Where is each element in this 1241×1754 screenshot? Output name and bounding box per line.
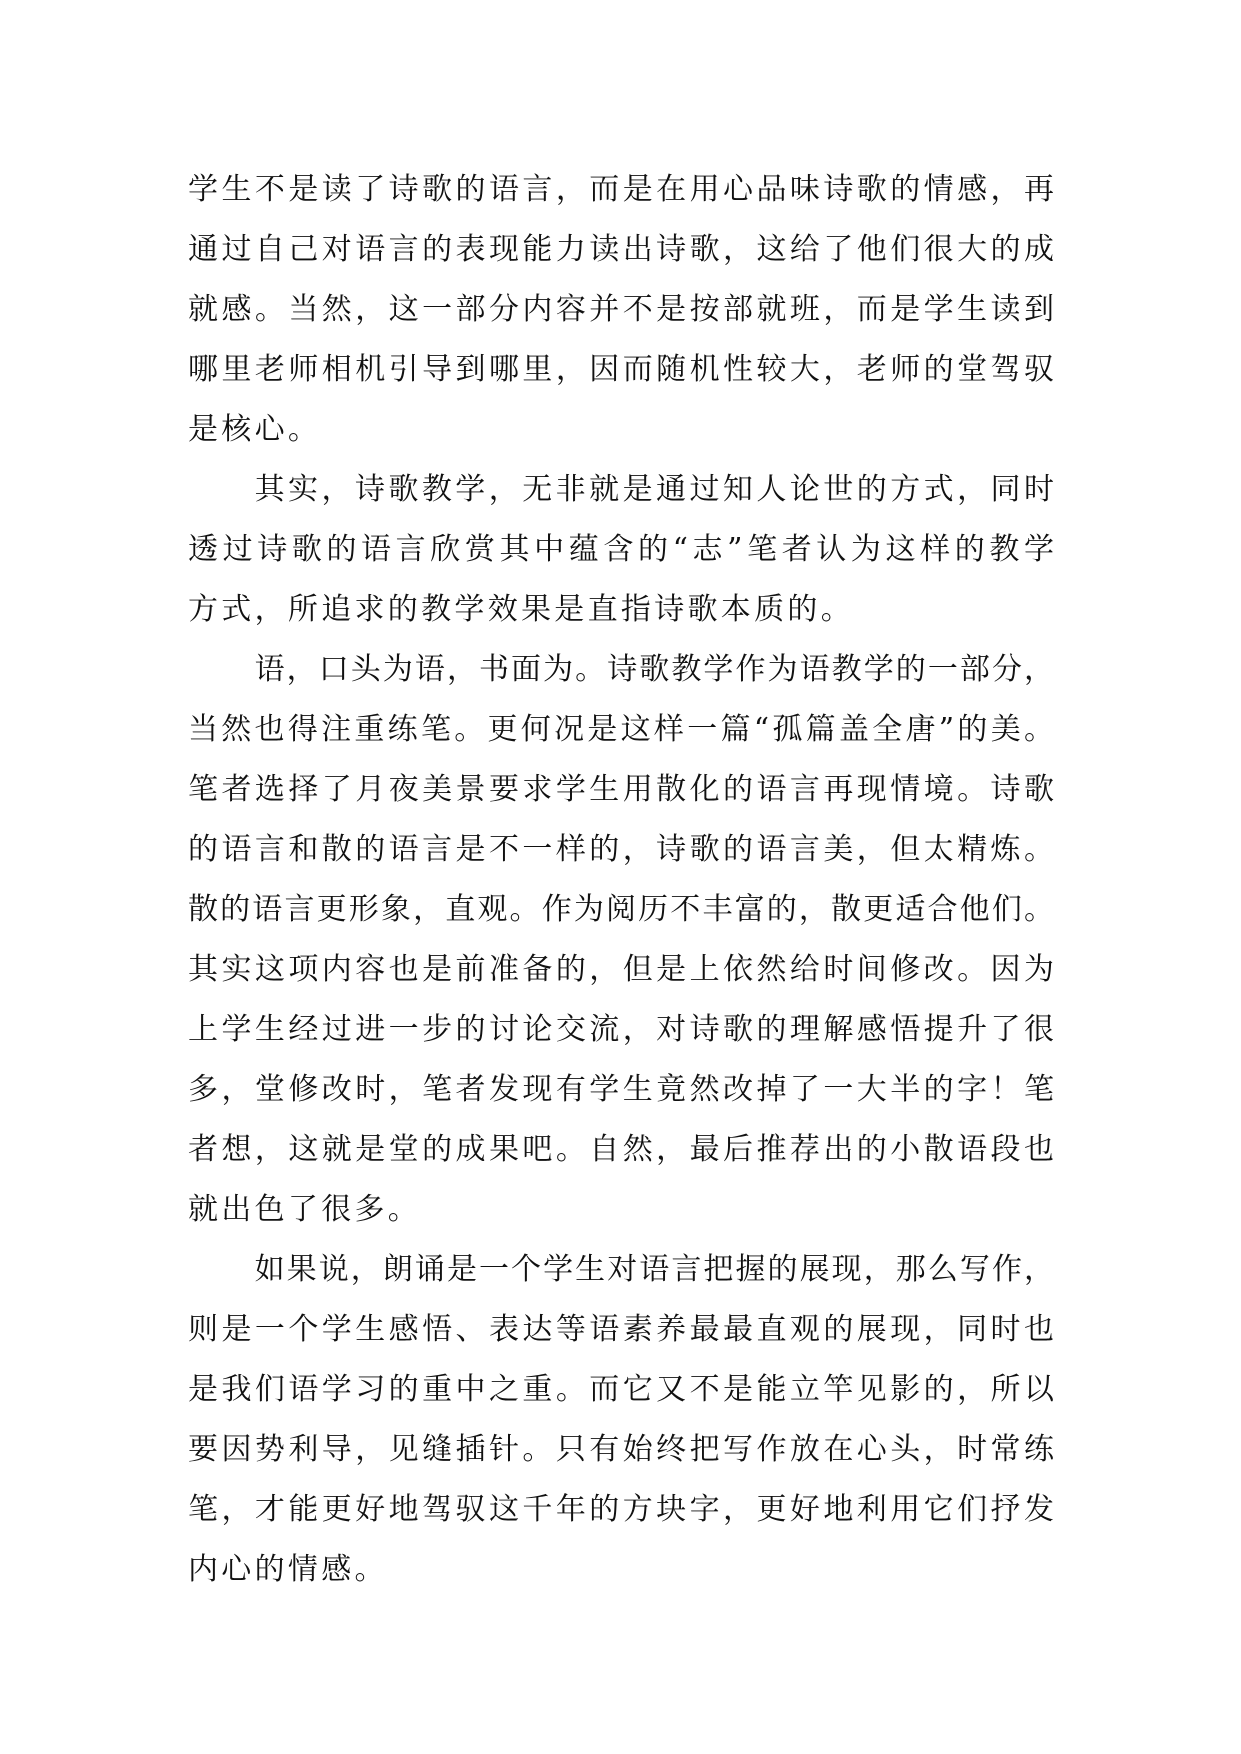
text-line: 方式，所追求的教学效果是直指诗歌本质的。 [188,592,854,627]
text-line: 当然也得注重练笔。更何况是这样一篇“孤篇盖全唐”的美。 [188,712,1054,747]
text-line: 其实，诗歌教学，无非就是通过知人论世的方式，同时 [254,472,1054,507]
text-line: 哪里老师相机引导到哪里，因而随机性较大，老师的堂驾驭 [188,352,1054,387]
text-line: 就感。当然，这一部分内容并不是按部就班，而是学生读到 [188,292,1054,327]
text-line: 语，口头为语，书面为。诗歌教学作为语教学的一部分， [254,652,1054,687]
text-line: 内心的情感。 [188,1552,388,1587]
text-line: 透过诗歌的语言欣赏其中蕴含的“志”笔者认为这样的教学 [188,532,1054,567]
text-line: 散的语言更形象，直观。作为阅历不丰富的，散更适合他们。 [188,892,1054,927]
text-line: 学生不是读了诗歌的语言，而是在用心品味诗歌的情感，再 [188,172,1054,207]
text-line: 则是一个学生感悟、表达等语素养最最直观的展现，同时也 [188,1312,1054,1347]
text-line: 笔者选择了月夜美景要求学生用散化的语言再现情境。诗歌 [188,772,1054,807]
document-body [188,160,1054,1600]
text-line: 多，堂修改时，笔者发现有学生竟然改掉了一大半的字！笔 [188,1072,1054,1107]
paragraph [188,640,1054,1240]
text-line: 通过自己对语言的表现能力读出诗歌，这给了他们很大的成 [188,232,1054,267]
text-line: 上学生经过进一步的讨论交流，对诗歌的理解感悟提升了很 [188,1012,1054,1047]
text-line: 笔，才能更好地驾驭这千年的方块字，更好地利用它们抒发 [188,1492,1054,1527]
text-line: 如果说，朗诵是一个学生对语言把握的展现，那么写作， [254,1252,1054,1287]
text-line: 就出色了很多。 [188,1192,422,1227]
paragraph [188,160,1054,460]
text-line: 要因势利导，见缝插针。只有始终把写作放在心头，时常练 [188,1432,1054,1467]
paragraph [188,1240,1054,1600]
text-line: 的语言和散的语言是不一样的，诗歌的语言美，但太精炼。 [188,832,1054,867]
paragraph [188,460,1054,640]
text-line: 是我们语学习的重中之重。而它又不是能立竿见影的，所以 [188,1372,1054,1407]
text-line: 其实这项内容也是前准备的，但是上依然给时间修改。因为 [188,952,1054,987]
text-line: 是核心。 [188,412,322,447]
text-line: 者想，这就是堂的成果吧。自然，最后推荐出的小散语段也 [188,1132,1054,1167]
